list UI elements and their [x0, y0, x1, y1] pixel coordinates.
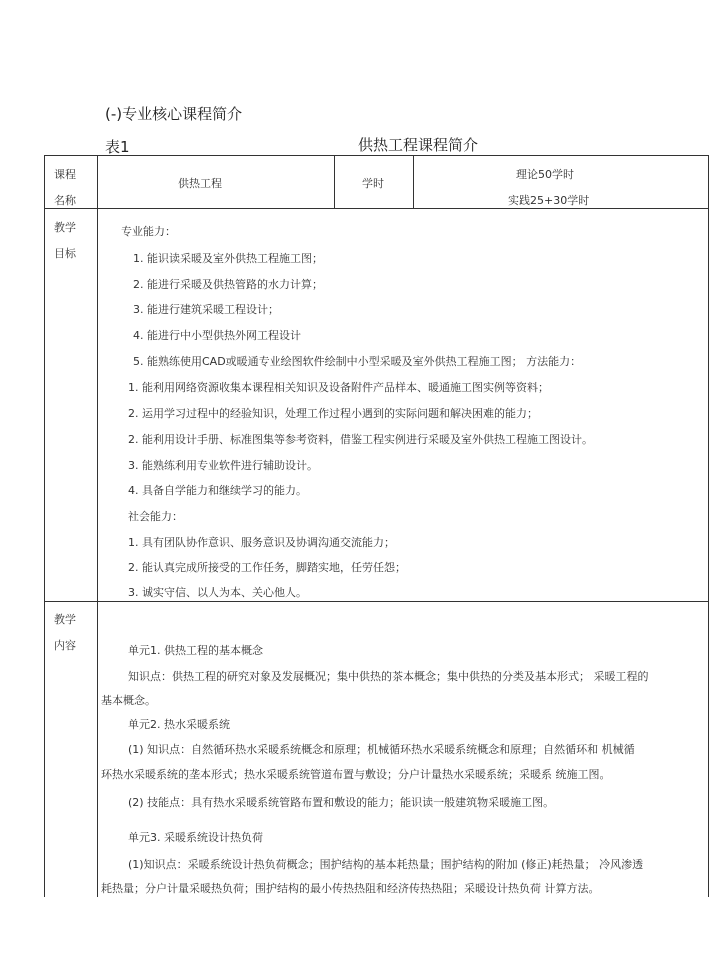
objective-line: 4. 能进行中小型供热外网工程设计	[133, 329, 301, 342]
content-label: 教学	[54, 613, 76, 626]
content-label: 内容	[54, 639, 76, 652]
course-name-label: 课程	[54, 168, 76, 181]
objective-line: 3. 诚实守信、以人为本、关心他人。	[128, 586, 307, 599]
objective-line: 1. 能识读采暖及室外供热工程施工图；	[133, 252, 323, 265]
objective-line: 1. 具有团队协作意识、服务意识及协调沟通交流能力；	[128, 536, 395, 549]
content-line: (2) 技能点：具有热水采暖系统管路布置和敷设的能力；能识读一般建筑物采暖施工图。	[128, 796, 555, 809]
objectives-label: 目标	[54, 247, 76, 260]
column-divider	[413, 155, 414, 208]
objective-line: 2. 能利用设计手册、标准图集等参考资料，借鉴工程实例进行采暖及室外供热工程施工图设计。	[128, 433, 593, 446]
column-divider	[334, 155, 335, 208]
content-line: (1) 知识点：自然循环热水采暖系统概念和原理；机械循环热水采暖系统概念和原理；自然循环和 机械循	[128, 743, 635, 756]
objective-line: 社会能力：	[128, 510, 183, 523]
theory-hours: 理论50学时	[516, 168, 574, 181]
content-line: 单元3. 采暖系统设计热负荷	[128, 831, 263, 844]
objective-line: 4. 具备自学能力和继续学习的能力。	[128, 484, 307, 497]
objective-line: 5. 能熟练使用CAD或暖通专业绘图软件绘制中小型采暖及室外供热工程施工图； 方法能力：	[133, 355, 582, 368]
practice-hours: 实践25+30学时	[508, 194, 590, 207]
content-line: (1)知识点：采暖系统设计热负荷概念；围护结构的基本耗热量；围护结构的附加 (修正)耗热量； 冷风渗透	[128, 858, 644, 871]
course-name-value: 供热工程	[178, 177, 222, 190]
content-line: 耗热量；分户计量采暖热负荷；围护结构的最小传热热阻和经济传热热阻；采暖设计热负荷 计算方法。	[101, 882, 600, 895]
objective-line: 2. 能进行采暖及供热管路的水力计算；	[133, 278, 323, 291]
row-divider	[44, 208, 709, 209]
content-line: 基本概念。	[101, 694, 156, 707]
row-divider	[44, 601, 709, 602]
objective-line: 1. 能利用网络资源收集本课程相关知识及设备附件产品样本、暖通施工图实例等资料；	[128, 381, 549, 394]
section-heading: (-)专业核心课程简介	[105, 105, 243, 123]
content-line: 单元2. 热水采暖系统	[128, 718, 230, 731]
content-line: 单元1. 供热工程的基本概念	[128, 644, 263, 657]
hours-label: 学时	[362, 177, 384, 190]
label-column-divider	[97, 155, 98, 897]
objectives-label: 教学	[54, 221, 76, 234]
table-title: 供热工程课程简介	[358, 136, 479, 154]
objective-line: 2. 运用学习过程中的经验知识，处理工作过程小遇到的实际问题和解决困难的能力；	[128, 407, 538, 420]
content-line: 知识点：供热工程的研究对象及发展概况；集中供热的茶本概念；集中供热的分类及基本形式； 采暖工程的	[128, 670, 649, 683]
objective-line: 3. 能熟练利用专业软件进行辅助设计。	[128, 459, 318, 472]
objective-line: 专业能力：	[121, 225, 176, 238]
objective-line: 2. 能认真完成所接受的工作任务，脚踏实地，任劳任怨；	[128, 561, 406, 574]
table-caption: 表1	[105, 138, 130, 156]
course-name-label: 名称	[54, 194, 76, 207]
course-table	[44, 155, 709, 897]
objective-line: 3. 能进行建筑采暖工程设计；	[133, 303, 279, 316]
content-line: 环热水采暖系统的垄本形式；热水采暖系统管道布置与敷设；分户计量热水采暖系统；采暖系 统施工图。	[101, 768, 611, 781]
